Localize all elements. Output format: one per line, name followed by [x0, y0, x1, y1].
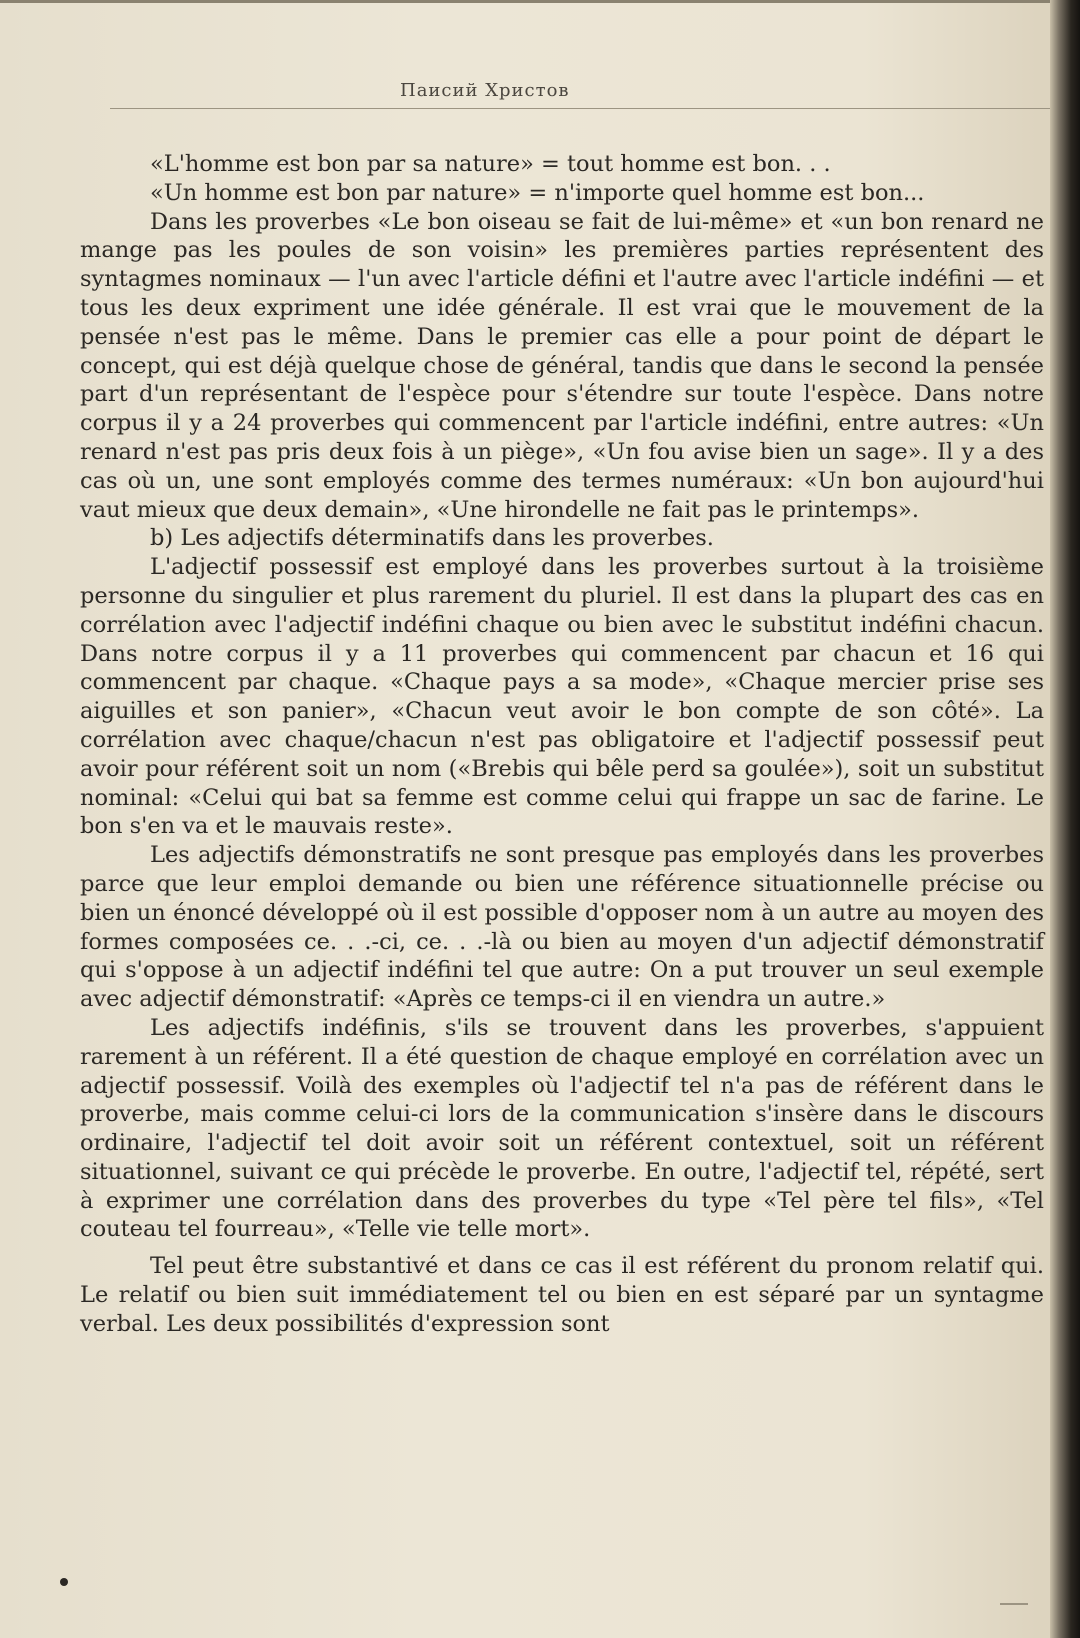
- running-head: Паисий Христов: [400, 80, 570, 101]
- margin-mark: [60, 1578, 68, 1586]
- paragraph-indefinite: Les adjectifs indéfinis, s'ils se trouvent dans les proverbes, s'appuient rarement à un référent. Il a été question de chaque employé en corrélation avec un adjectif possessif. Voilà des exemples où l'adjectif tel n'a pas de référent dans le proverbe, mais comme celui-ci lors de la communication s'insère dans le discours ordinaire, l'adjectif tel doit avoir soit un référent contextuel, soit un référent situationnel, suivant ce qui précède le proverbe. En outre, l'adjectif tel, répété, sert à exprimer une corrélation dans des proverbes du type «Tel père tel fils», «Tel couteau tel fourreau», «Telle vie telle mort».: [80, 1014, 1044, 1243]
- example-line-1: «L'homme est bon par sa nature» = tout homme est bon. . .: [150, 151, 831, 177]
- example-line-2: «Un homme est bon par nature» = n'importe quel homme est bon...: [150, 179, 925, 206]
- body-text: [80, 150, 1044, 1339]
- paragraph-demonstrative: Les adjectifs démonstratifs ne sont presque pas employés dans les proverbes parce que leur emploi demande ou bien une référence situationnelle précise ou bien un énoncé développé où il est possible d'opposer nom à un autre au moyen des formes composées ce. . .-ci, ce. . .-là ou bien au moyen d'un adjectif démonstratif qui s'oppose à un adjectif indéfini tel que autre: On a put trouver un seul exemple avec adjectif démonstratif: «Après ce temps-ci il en viendra un autre.»: [80, 842, 1044, 1013]
- paragraph-tel: Tel peut être substantivé et dans ce cas il est référent du pronom relatif qui. Le relatif ou bien suit immédiatement tel ou bien en est séparé par un syntagme verbal. Les deux possibilités d'expression sont: [80, 1253, 1044, 1337]
- top-border: [0, 0, 1060, 3]
- footer-dash: [1000, 1603, 1028, 1605]
- paragraph-possessive: L'adjectif possessif est employé dans les proverbes surtout à la troisième personne du singulier et plus rarement du pluriel. Il est dans la plupart des cas en corrélation avec l'adjectif indéfini chaque ou bien avec le substitut indéfini chacun. Dans notre corpus il y a 11 proverbes qui commencent par chacun et 16 qui commencent par chaque. «Chaque pays a sa mode», «Chaque mercier prise ses aiguilles et son panier», «Chacun veut avoir le bon compte de son côté». La corrélation avec chaque/chacun n'est pas obligatoire et l'adjectif possessif peut avoir pour référent soit un nom («Brebis qui bêle perd sa goulée»), soit un substitut nominal: «Celui qui bat sa femme est comme celui qui frappe un sac de farine. Le bon s'en va et le mauvais reste».: [80, 554, 1044, 840]
- section-heading-b: b) Les adjectifs déterminatifs dans les proverbes.: [150, 525, 714, 552]
- page-edge-shadow: [1050, 0, 1080, 1638]
- paragraph-articles: Dans les proverbes «Le bon oiseau se fait de lui-même» et «un bon renard ne mange pas les poules de son voisin» les premières parties représentent des syntagmes nominaux — l'un avec l'article défini et l'autre avec l'article indéfini — et tous les deux expriment une idée générale. Il est vrai que le mouvement de la pensée n'est pas le même. Dans le premier cas elle a pour point de départ le concept, qui est déjà quelque chose de général, tandis que dans le second la pensée part d'un représentant de l'espèce pour s'étendre sur toute l'espèce. Dans notre corpus il y a 24 proverbes qui commencent par l'article indéfini, entre autres: «Un renard n'est pas pris deux fois à un piège», «Un fou avise bien un sage». Il y a des cas où un, une sont employés comme des termes numéraux: «Un bon aujourd'hui vaut mieux que deux demain», «Une hirondelle ne fait pas le printemps».: [80, 208, 1044, 523]
- header-rule: [110, 108, 1050, 109]
